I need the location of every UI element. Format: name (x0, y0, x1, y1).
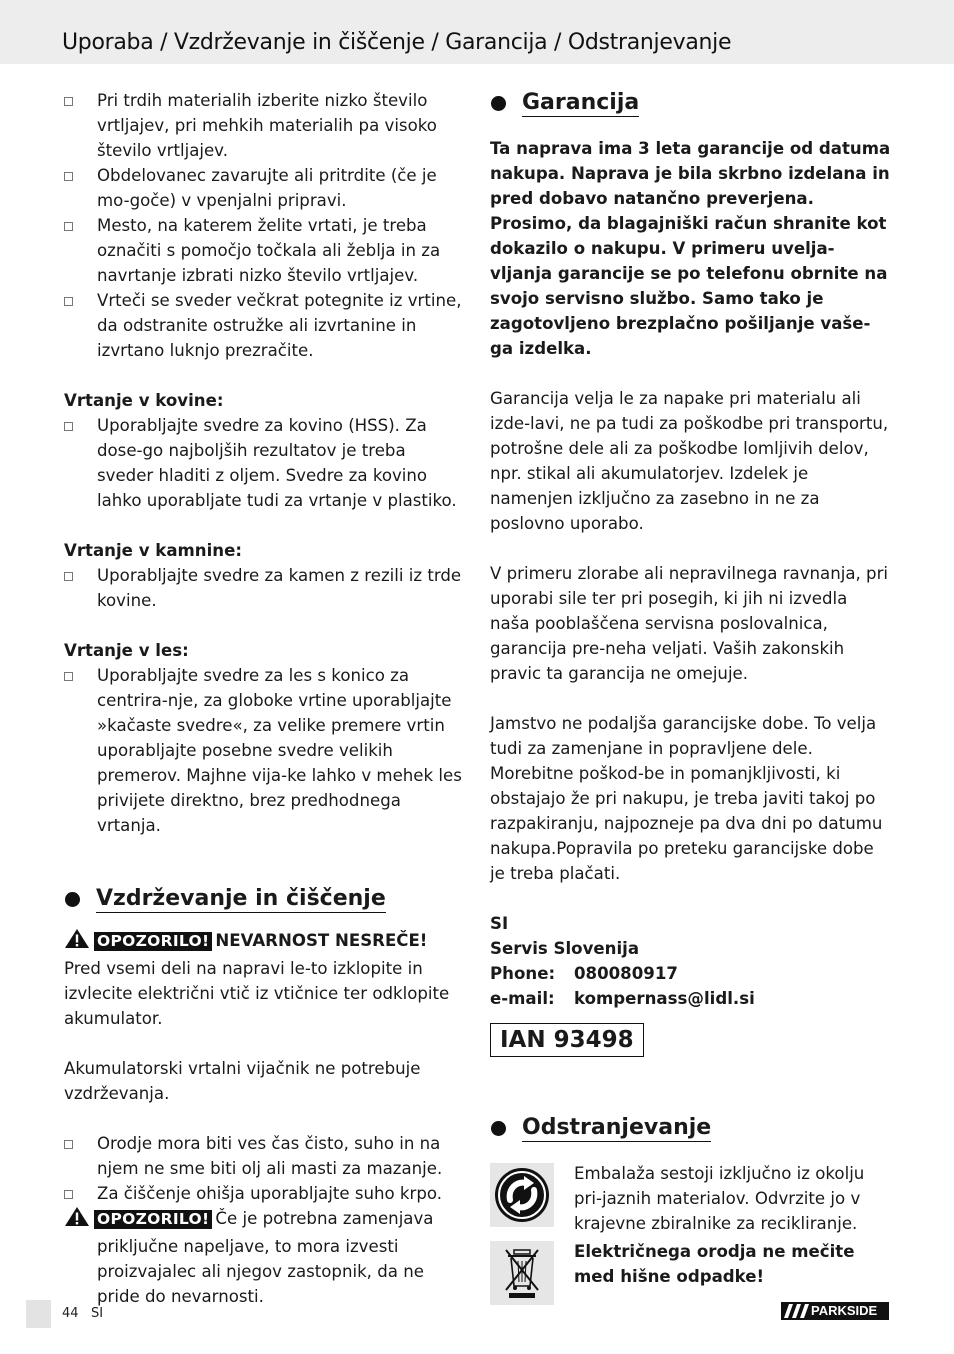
list-item: Vrteči se sveder večkrat potegnite iz vrtine, da odstranite ostružke ali izvrtanine in izvrtano luknjo prezračite. (64, 288, 464, 363)
section-bullet-icon (65, 892, 80, 907)
warning-triangle-icon (64, 1206, 90, 1234)
warning-2-text: priključne napeljave, to mora izvesti proizvajalec ali njegov zastopnik, da ne pride do nevarnosti. (97, 1237, 424, 1306)
warranty-paragraph-3: Jamstvo ne podaljša garancijske dobe. To velja tudi za zamenjane in popravljene dele. Morebitne poškod-be in pomanjkljivosti, ki obstajajo že pri nakupu, je treba javiti takoj po razpakiranju, najpozneje pa dva dni po datumu nakupa.Popravila po preteku garancijske dobe je treba plačati. (490, 714, 883, 883)
contact-email: kompernass@lidl.si (574, 989, 755, 1008)
maintenance-list (64, 1131, 464, 1206)
crossed-bin-icon (490, 1241, 554, 1305)
usage-tips-list (64, 88, 464, 363)
stone-list (64, 563, 464, 613)
brand-name: PARKSIDE (811, 1303, 878, 1318)
checkbox-bullet-icon (64, 297, 73, 306)
list-item: Orodje mora biti ves čas čisto, suho in na njem ne sme biti olj ali masti za mazanje. (64, 1131, 464, 1181)
stone-heading: Vrtanje v kamnine: (64, 541, 243, 560)
warranty-bold-text: Ta naprava ima 3 leta garancije od datuma nakupa. Naprava je bila skrbno izdelana in pred dobavo natančno preverjena. Prosimo, da blagajniški račun shranite kot dokazilo o nakupu. V primeru uvelja-vljanja garancije se po telefonu obrnite na svojo servisno službo. Samo tako je zagotovljeno brezplačno pošiljanje vaše-ga izdelka. (490, 139, 891, 358)
warning-badge: OPOZORILO! (94, 932, 212, 951)
warranty-paragraph-2: V primeru zlorabe ali nepravilnega ravnanja, pri uporabi sile ter pri posegih, ki jih ni izvedla naša pooblaščena servisna poslovalnica, garancija pre-neha veljati. Vaših zakonskih pravic ta garancija ne omejuje. (490, 564, 889, 683)
checkbox-bullet-icon (64, 1140, 73, 1149)
checkbox-bullet-icon (64, 572, 73, 581)
packaging-text: Embalaža sestoji izključno iz okolju pri-jaznih materialov. Odvrzite jo v krajevne zbiralnike za recikliranje. (574, 1164, 865, 1233)
checkbox-bullet-icon (64, 222, 73, 231)
warranty-section-title: Garancija (490, 88, 892, 118)
warning-2: OPOZORILO! Če je potrebna zamenjava (64, 1206, 464, 1234)
weee-disposal-row (490, 1241, 892, 1305)
left-column (64, 88, 464, 1309)
metal-list (64, 413, 464, 513)
section-bullet-icon (491, 96, 506, 111)
list-item: Obdelovanec zavarujte ali pritrdite (če je mo-goče) v vpenjalni pripravi. (64, 163, 464, 213)
language-code: SI (90, 1306, 104, 1321)
checkbox-bullet-icon (64, 422, 73, 431)
list-item: Pri trdih materialih izberite nizko število vrtljajev, pri mehkih materialih pa visoko število vrtljajev. (64, 88, 464, 163)
list-item: Uporabljajte svedre za kamen z rezili iz trde kovine. (64, 563, 464, 613)
warning-text: Pred vsemi deli na napravi le-to izklopite in izvlecite električni vtič iz vtičnice ter odklopite akumulator. (64, 959, 450, 1028)
checkbox-bullet-icon (64, 172, 73, 181)
ian-number: IAN 93498 (490, 1023, 644, 1057)
recycling-arrows-icon (490, 1163, 554, 1227)
page-number: 44 (62, 1306, 79, 1321)
section-bullet-icon (491, 1121, 506, 1136)
warning-triangle-icon (64, 928, 90, 956)
metal-heading: Vrtanje v kovine: (64, 391, 224, 410)
checkbox-bullet-icon (64, 97, 73, 106)
contact-service: Servis Slovenija (490, 939, 640, 958)
contact-phone: 080080917 (574, 964, 678, 983)
warranty-paragraph-1: Garancija velja le za napake pri materialu ali izde-lavi, ne pa tudi za poškodbe pri transportu, potrošne dele ali za poškodbe lomljivih delov, npr. stikal ali akumulatorjev. Izdelek je namenjen izključno za zasebno in ne za poslovno uporabo. (490, 389, 889, 533)
list-item: Za čiščenje ohišja uporabljajte suho krpo. (64, 1181, 464, 1206)
list-item: Mesto, na katerem želite vrtati, je treba označiti s pomočjo točkala ali žeblja in za navrtanje izbrati nizko število vrtljajev. (64, 213, 464, 288)
packaging-disposal-row (490, 1163, 892, 1233)
page-header (0, 0, 954, 64)
footer-marker (26, 1300, 51, 1328)
contact-phone-row: Phone: 080080917 (490, 964, 678, 983)
maintenance-section-title: Vzdrževanje in čiščenje (64, 884, 464, 914)
maintenance-note: Akumulatorski vrtalni vijačnik ne potrebuje vzdrževanja. (64, 1059, 421, 1103)
checkbox-bullet-icon (64, 672, 73, 681)
list-item: Uporabljajte svedre za kovino (HSS). Za dose-go najboljših rezultatov je treba sveder hladiti z oljem. Svedre za kovino lahko uporabljate tudi za vrtanje v plastiko. (64, 413, 464, 513)
contact-country: SI (490, 914, 509, 933)
page-title: Uporaba / Vzdrževanje in čiščenje / Garancija / Odstranjevanje (62, 30, 732, 55)
warning-heading-line (64, 928, 464, 956)
warning-badge: OPOZORILO! (94, 1210, 212, 1229)
contact-block (490, 911, 892, 1011)
parkside-logo (781, 1302, 889, 1320)
list-item: Uporabljajte svedre za les s konico za centrira-nje, za globoke vrtine uporabljajte »kačaste svedre«, za velike premere vrtin uporabljajte posebne svedre velikih premerov. Majhne vija-ke lahko v mehek les privijete direktno, brez predhodnega vrtanja. (64, 663, 464, 838)
checkbox-bullet-icon (64, 1190, 73, 1199)
warning-heading: NEVARNOST NESREČE! (215, 931, 428, 950)
right-column (490, 88, 892, 1305)
weee-text: Električnega orodja ne mečite med hišne odpadke! (574, 1242, 855, 1286)
footer-page-info (62, 1306, 103, 1321)
wood-list (64, 663, 464, 838)
disposal-section-title: Odstranjevanje (490, 1113, 892, 1143)
wood-heading: Vrtanje v les: (64, 641, 189, 660)
contact-email-row: e-mail: kompernass@lidl.si (490, 989, 755, 1008)
